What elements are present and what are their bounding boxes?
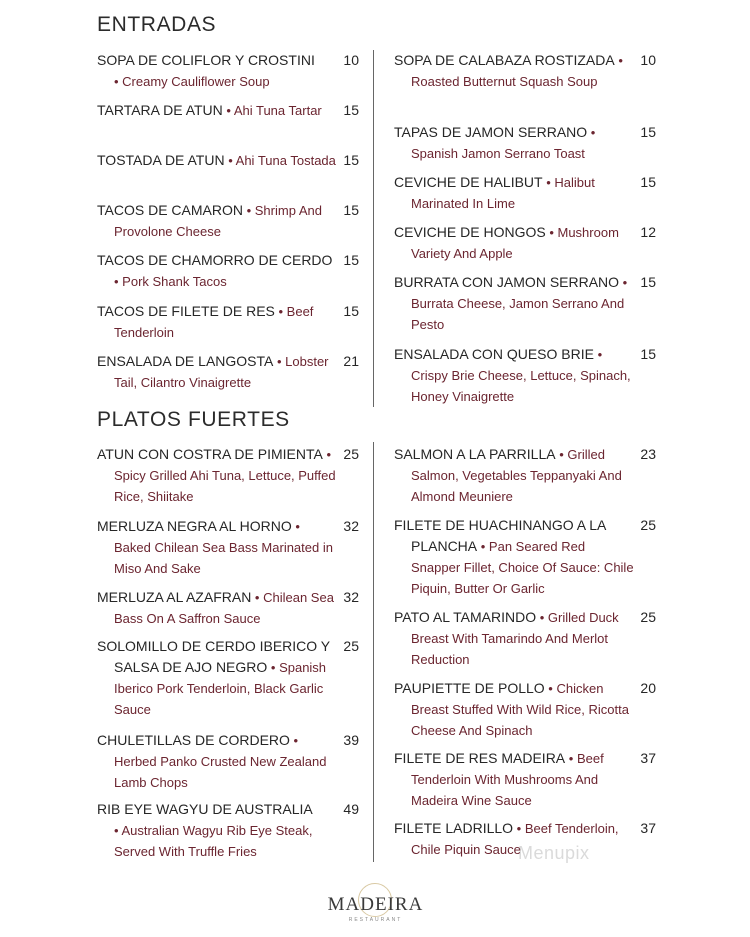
menu-item-description: Ahi Tuna Tartar [233,103,322,118]
menu-item [394,344,656,407]
menu-item [97,587,359,629]
bullet-separator: • [565,751,577,766]
menu-item-description: Baked Chilean Sea Bass Marinated in Miso And Sake [114,540,333,576]
menu-item [97,351,359,393]
section-title-platos-fuertes: PLATOS FUERTES [97,408,290,431]
menu-item-price: 49 [343,801,359,817]
bullet-separator: • [536,610,548,625]
menu-item-name: MERLUZA NEGRA AL HORNO [97,518,292,534]
menu-item [97,730,359,793]
menu-item-name: CHULETILLAS DE CORDERO [97,732,290,748]
menu-item-price: 15 [640,124,656,140]
bullet-separator: • [251,590,264,605]
menu-item-text [97,730,340,793]
bullet-separator: • [273,354,286,369]
menu-item-name: TACOS DE FILETE DE RES [97,303,275,319]
menu-item-price: 15 [343,303,359,319]
menu-item-price: 37 [640,820,656,836]
menu-item [394,172,656,214]
menu-item-price: 32 [343,518,359,534]
madeira-logo [318,883,433,929]
menu-item-text [394,172,637,214]
menu-item-text [97,50,340,92]
menu-item-name: CEVICHE DE HONGOS [394,224,546,240]
menu-item [394,678,656,741]
menu-item-description: Pan Seared Red Snapper Fillet, Choice Of Sauce: Chile Piquin, Butter Or Garlic [411,539,634,596]
menu-item [97,516,359,579]
bullet-separator: • [593,347,603,362]
menu-item-description: Spanish Jamon Serrano Toast [411,146,585,161]
menu-item-name: TOSTADA DE ATUN [97,152,225,168]
menu-item [394,444,656,507]
menu-item-price: 25 [640,609,656,625]
menu-item-description: Beef Tenderloin [114,304,314,340]
menu-item [97,50,359,92]
menu-item-text [394,122,637,164]
menu-item-name: MERLUZA AL AZAFRAN [97,589,252,605]
menu-item-text [97,351,340,393]
menu-item-name: TAPAS DE JAMON SERRANO [394,124,588,140]
logo-subtitle: RESTAURANT [348,917,403,923]
menu-item-description: Halibut Marinated In Lime [411,175,595,211]
menu-item-description: Ahi Tuna Tostada [235,153,336,168]
menu-item-text [97,250,340,292]
menu-item-name: SOLOMILLO DE CERDO IBERICO Y SALSA DE AJO NEGRO [97,638,330,675]
menu-item-text [394,50,637,92]
menu-item-price: 32 [343,589,359,605]
menu-item-description: Herbed Panko Crusted New Zealand Lamb Chops [114,754,327,790]
menu-item-price: 15 [640,274,656,290]
menu-item-name: TARTARA DE ATUN [97,102,223,118]
menu-item-price: 10 [343,52,359,68]
menu-item-name: FILETE DE RES MADEIRA [394,750,566,766]
menu-item-description: Spanish Iberico Pork Tenderloin, Black Garlic Sauce [114,660,327,717]
menu-item-name: PATO AL TAMARINDO [394,609,537,625]
column-divider [373,50,374,407]
menu-item-text [394,678,637,741]
menu-item-description: Crispy Brie Cheese, Lettuce, Spinach, Honey Vinaigrette [411,368,631,404]
menu-item-text [394,818,637,860]
menu-item-price: 15 [640,174,656,190]
menu-item [97,301,359,343]
menu-item [394,515,656,599]
menu-item [97,444,359,507]
menu-item-text [97,200,340,242]
menu-item-text [97,301,340,343]
bullet-separator: • [267,660,280,675]
bullet-separator: • [544,681,557,696]
menu-item-text [394,222,637,264]
logo-name: MADEIRA [327,894,424,915]
menu-item-price: 15 [343,252,359,268]
menu-item-description: Shrimp And Provolone Cheese [114,203,322,239]
menu-item-text [97,516,340,579]
bullet-separator: • [114,274,123,289]
menu-item-price: 20 [640,680,656,696]
menu-item-price: 15 [640,346,656,362]
menu-item-price: 15 [343,102,359,118]
menu-item-text [97,150,340,171]
menu-item-name: TACOS DE CHAMORRO DE CERDO [97,252,333,268]
menu-item-text [97,799,340,862]
menu-item-name: CEVICHE DE HALIBUT [394,174,543,190]
menu-item-description: Chilean Sea Bass On A Saffron Sauce [114,590,334,626]
menu-item-name: SOPA DE COLIFLOR Y CROSTINI [97,52,315,68]
menu-item-name: RIB EYE WAGYU DE AUSTRALIA [97,801,313,817]
menu-item-text [394,272,637,335]
menu-item-text [97,636,340,720]
bullet-separator: • [289,733,299,748]
menu-item-price: 12 [640,224,656,240]
menu-item [97,799,359,862]
menu-item-price: 15 [343,152,359,168]
menu-item [394,272,656,335]
menu-item [394,607,656,670]
menu-item-name: ENSALADA DE LANGOSTA [97,353,274,369]
menu-item-description: Beef Tenderloin, Chile Piquin Sauce [411,821,619,857]
menupix-watermark: Menupix [518,843,590,863]
menu-item-text [97,444,340,507]
bullet-separator: • [542,175,555,190]
column-divider [373,442,374,862]
menu-item-price: 37 [640,750,656,766]
bullet-separator: • [587,125,596,140]
menu-item-description: Beef Tenderloin With Mushrooms And Madeira Wine Sauce [411,751,604,808]
menu-item-text [394,515,637,599]
menu-item-description: Grilled Salmon, Vegetables Teppanyaki And Almond Meuniere [411,447,622,504]
menu-item [97,636,359,720]
menu-item [394,122,656,164]
menu-item-text [394,444,637,507]
menu-item-description: Spicy Grilled Ahi Tuna, Lettuce, Puffed Rice, Shiitake [114,468,336,504]
section-title-entradas: ENTRADAS [97,13,217,36]
menu-item [97,150,359,171]
menu-item-text [394,344,637,407]
bullet-separator: • [242,203,255,218]
menu-item-description: Mushroom Variety And Apple [411,225,619,261]
menu-item-name: SALMON A LA PARRILLA [394,446,556,462]
menu-item-name: FILETE DE HUACHINANGO A LA PLANCHA [394,517,606,554]
bullet-separator: • [619,275,628,290]
menu-item-description: • Australian Wagyu Rib Eye Steak, Served With Truffle Fries [114,823,313,859]
menu-item-name: SOPA DE CALABAZA ROSTIZADA [394,52,615,68]
menu-item-price: 15 [343,202,359,218]
menu-item [97,250,359,292]
menu-item-price: 10 [640,52,656,68]
menu-item [394,222,656,264]
menu-item-description: Grilled Duck Breast With Tamarindo And Merlot Reduction [411,610,619,667]
menu-item-description: Roasted Butternut Squash Soup [411,74,598,89]
menu-item [97,200,359,242]
menu-item-name: FILETE LADRILLO [394,820,514,836]
menu-item-text [394,607,637,670]
menu-item-name: PAUPIETTE DE POLLO [394,680,545,696]
bullet-separator: • [322,447,332,462]
menu-item-price: 23 [640,446,656,462]
menu-item-description: Lobster Tail, Cilantro Vinaigrette [114,354,329,390]
menu-item-price: 25 [343,446,359,462]
bullet-separator: • [224,153,236,168]
menu-item-price: 25 [343,638,359,654]
menu-item-price: 21 [343,353,359,369]
menu-item-text [97,587,340,629]
menu-item-price: 39 [343,732,359,748]
menu-item-name: TACOS DE CAMARON [97,202,243,218]
menu-item-text [394,748,637,811]
bullet-separator: • [555,447,568,462]
menu-item-price: 25 [640,517,656,533]
bullet-separator: • [291,519,300,534]
bullet-separator: • [274,304,287,319]
menu-item-name: ENSALADA CON QUESO BRIE [394,346,594,362]
menu-item-description: Burrata Cheese, Jamon Serrano And Pesto [411,296,625,332]
bullet-separator: • [545,225,558,240]
menu-item [394,748,656,811]
bullet-separator: • [222,103,234,118]
bullet-separator: • [477,539,489,554]
menu-item [97,100,359,121]
menu-item-description: Pork Shank Tacos [122,274,227,289]
menu-item-description: • Creamy Cauliflower Soup [114,74,270,89]
menu-item-description: Chicken Breast Stuffed With Wild Rice, Ricotta Cheese And Spinach [411,681,629,738]
menu-item-name: BURRATA CON JAMON SERRANO [394,274,620,290]
bullet-separator: • [614,53,623,68]
bullet-separator: • [513,821,525,836]
menu-item [394,50,656,92]
menu-item-name: ATUN CON COSTRA DE PIMIENTA [97,446,323,462]
menu-item-text [97,100,340,121]
